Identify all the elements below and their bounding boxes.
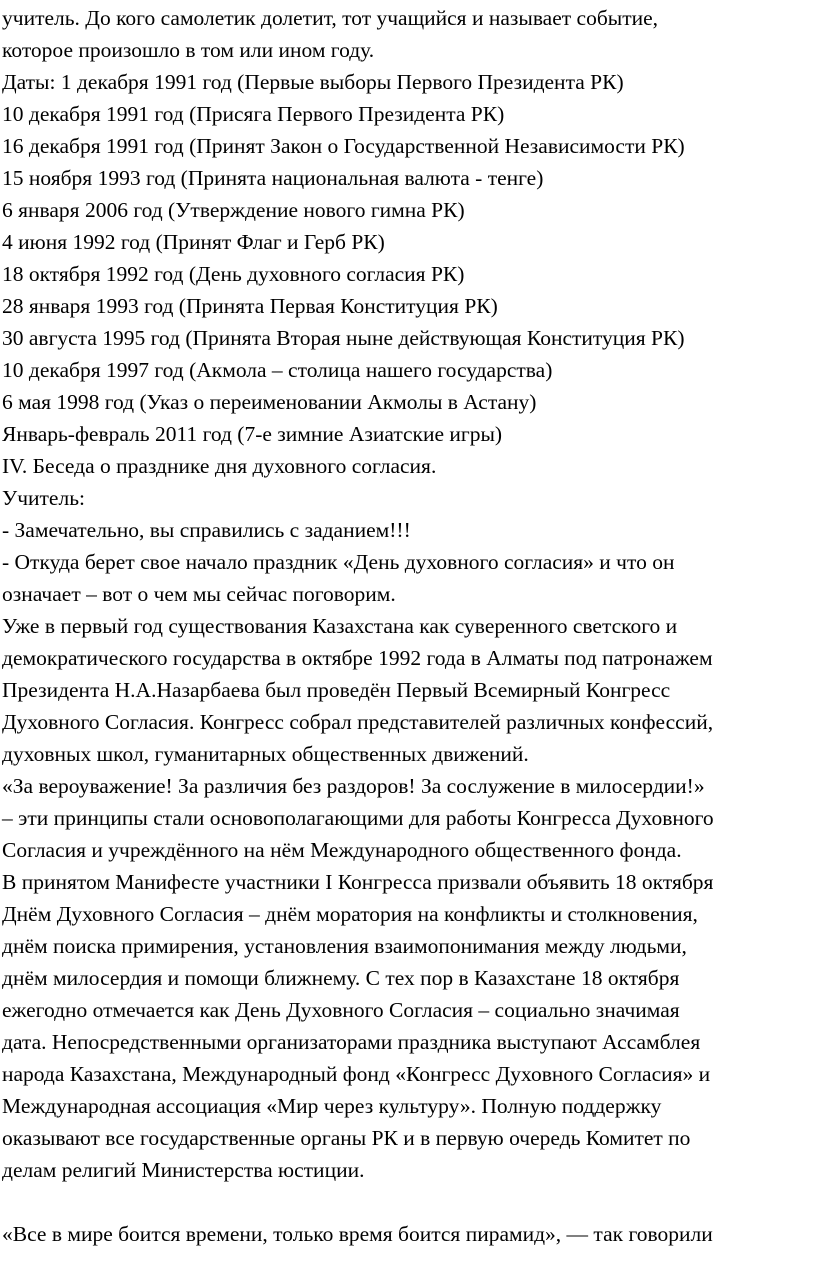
section-heading: IV. Беседа о празднике дня духовного согласия.	[2, 454, 437, 478]
text-line: означает – вот о чем мы сейчас поговорим.	[2, 582, 396, 606]
text-line: 16 декабря 1991 год (Принят Закон о Государственной Независимости РК)	[2, 134, 685, 158]
text-line: Согласия и учреждённого на нём Международного общественного фонда.	[2, 838, 682, 862]
text-line: 6 мая 1998 год (Указ о переименовании Акмолы в Астану)	[2, 390, 537, 414]
text-line: - Замечательно, вы справились с заданием!!!	[2, 518, 411, 542]
text-line: – эти принципы стали основополагающими для работы Конгресса Духовного	[2, 806, 714, 830]
text-line: 6 января 2006 год (Утверждение нового гимна РК)	[2, 198, 465, 222]
text-line: демократического государства в октябре 1992 года в Алматы под патронажем	[2, 646, 713, 670]
text-line: Днём Духовного Согласия – днём моратория на конфликты и столкновения,	[2, 902, 698, 926]
text-line: 15 ноября 1993 год (Принята национальная валюта - тенге)	[2, 166, 544, 190]
text-line: которое произошло в том или ином году.	[2, 38, 375, 62]
text-line: Президента Н.А.Назарбаева был проведён Первый Всемирный Конгресс	[2, 678, 671, 702]
text-line: 4 июня 1992 год (Принят Флаг и Герб РК)	[2, 230, 385, 254]
text-line: ежегодно отмечается как День Духовного Согласия – социально значимая	[2, 998, 680, 1022]
text-line: «Все в мире боится времени, только время боится пирамид», — так говорили	[2, 1222, 713, 1246]
text-line: 30 августа 1995 год (Принята Вторая ныне действующая Конституция РК)	[2, 326, 685, 350]
text-line: днём поиска примирения, установления взаимопонимания между людьми,	[2, 934, 687, 958]
text-line: - Откуда берет свое начало праздник «День духовного согласия» и что он	[2, 550, 675, 574]
text-line: Духовного Согласия. Конгресс собрал представителей различных конфессий,	[2, 710, 714, 734]
text-line: Учитель:	[2, 486, 85, 510]
text-line: Даты: 1 декабря 1991 год (Первые выборы Первого Президента РК)	[2, 70, 624, 94]
text-line: дата. Непосредственными организаторами праздника выступают Ассамблея	[2, 1030, 701, 1054]
text-line: Международная ассоциация «Мир через культуру». Полную поддержку	[2, 1094, 662, 1118]
text-line: 28 января 1993 год (Принята Первая Конституция РК)	[2, 294, 498, 318]
text-line: В принятом Манифесте участники I Конгресса призвали объявить 18 октября	[2, 870, 714, 894]
text-line: «За вероуважение! За различия без раздоров! За сослужение в милосердии!»	[2, 774, 705, 798]
text-line: оказывают все государственные органы РК и в первую очередь Комитет по	[2, 1126, 691, 1150]
text-line: учитель. До кого самолетик долетит, тот учащийся и называет событие,	[2, 6, 659, 30]
text-line: Уже в первый год существования Казахстана как суверенного светского и	[2, 614, 678, 638]
text-line: 10 декабря 1997 год (Акмола – столица нашего государства)	[2, 358, 553, 382]
text-line: 10 декабря 1991 год (Присяга Первого Президента РК)	[2, 102, 505, 126]
text-line: днём милосердия и помощи ближнему. С тех пор в Казахстане 18 октября	[2, 966, 680, 990]
text-line: делам религий Министерства юстиции.	[2, 1158, 365, 1182]
text-line: народа Казахстана, Международный фонд «Конгресс Духовного Согласия» и	[2, 1062, 711, 1086]
text-line: Январь-февраль 2011 год (7-е зимние Азиатские игры)	[2, 422, 503, 446]
text-line: духовных школ, гуманитарных общественных движений.	[2, 742, 529, 766]
text-line: 18 октября 1992 год (День духовного согласия РК)	[2, 262, 465, 286]
